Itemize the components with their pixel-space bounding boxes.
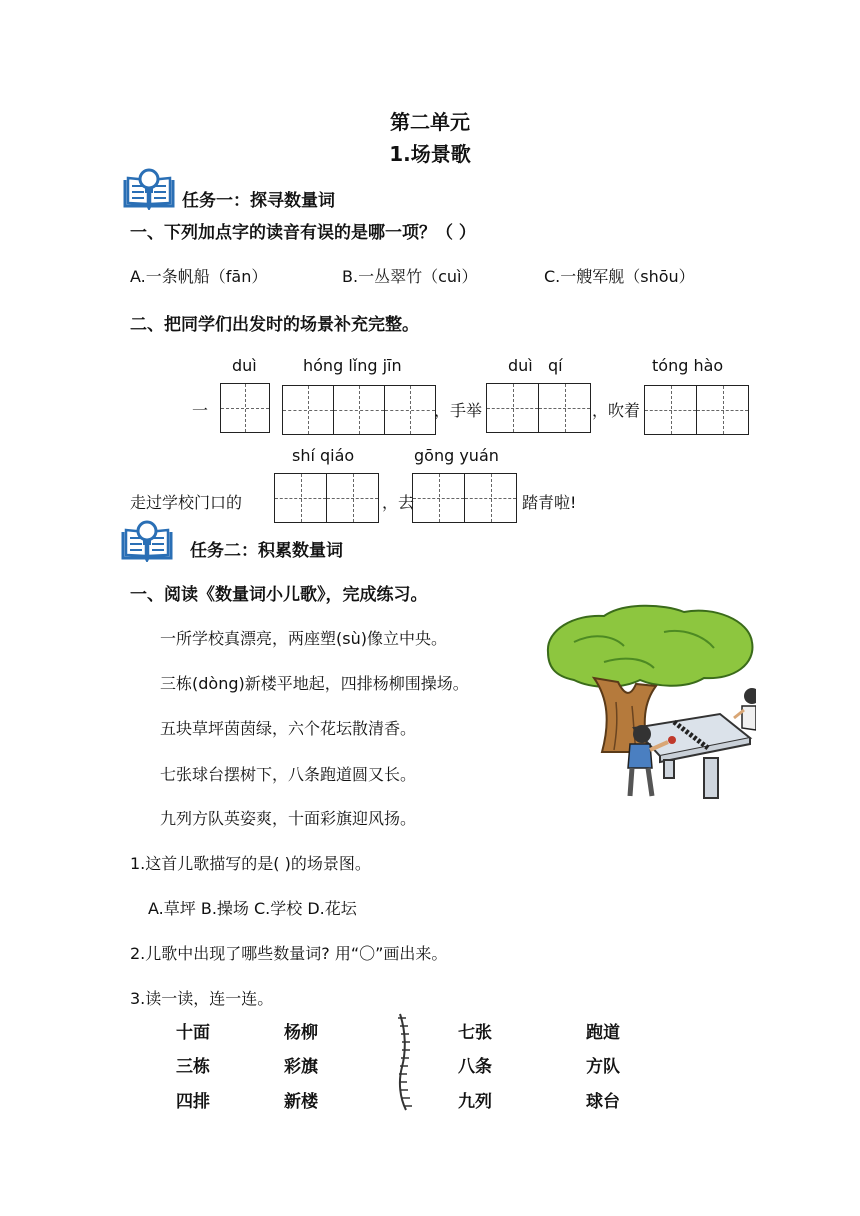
option-c: C.一艘军舰（shōu） [544, 267, 695, 286]
pinyin-gongyuan: gōng yuán [414, 446, 499, 465]
grid-cell[interactable] [274, 473, 327, 523]
match-item[interactable]: 跑道 [586, 1023, 620, 1043]
grid-cell[interactable] [282, 385, 334, 435]
match-item[interactable]: 三栋 [176, 1057, 210, 1077]
writing-grid-shiqiao[interactable] [274, 473, 378, 523]
match-item[interactable]: 新楼 [284, 1092, 318, 1112]
task1-heading: 任务一：探寻数量词 [182, 191, 335, 211]
match-item[interactable]: 彩旗 [284, 1057, 318, 1077]
grid-cell[interactable] [538, 383, 591, 433]
poem-line: 七张球台摆树下，八条跑道圆又长。 [160, 765, 417, 784]
task2-q1-stem: 一、阅读《数量词小儿歌》，完成练习。 [130, 585, 428, 605]
match-item[interactable]: 方队 [586, 1057, 620, 1077]
writing-grid-duiqi[interactable] [486, 383, 590, 433]
sub-question-1: 1.这首儿歌描写的是( )的场景图。 [130, 854, 371, 873]
grid-cell[interactable] [220, 383, 270, 433]
writing-grid-honglingjin[interactable] [282, 385, 435, 435]
writing-grid-tonghao[interactable] [644, 385, 748, 435]
match-item[interactable]: 杨柳 [284, 1023, 318, 1043]
lesson-title: 1.场景歌 [389, 142, 471, 166]
poem-line: 三栋(dòng)新楼平地起，四排杨柳围操场。 [160, 674, 469, 693]
grid-cell[interactable] [644, 385, 697, 435]
writing-grid-gongyuan[interactable] [412, 473, 516, 523]
match-item[interactable]: 球台 [586, 1092, 620, 1112]
poem-line: 五块草坪茵茵绿，六个花坛散清香。 [160, 719, 417, 738]
grid-cell[interactable] [464, 473, 517, 523]
grid-cell[interactable] [696, 385, 749, 435]
match-item[interactable]: 七张 [458, 1023, 492, 1043]
task1-q1-stem: 一、下列加点字的读音有误的是哪一项？（ ） [130, 223, 476, 243]
book-lightbulb-icon [120, 518, 174, 562]
text-shouju: ，手举 [434, 401, 483, 420]
option-a: A.一条帆船（fān） [130, 267, 268, 286]
text-qu: ，去 [382, 493, 415, 512]
grid-cell[interactable] [486, 383, 539, 433]
writing-grid-dui[interactable] [220, 383, 269, 433]
divider-scale [392, 1012, 414, 1112]
pinyin-duiqi: duì qí [508, 356, 563, 375]
grid-cell[interactable] [333, 385, 385, 435]
match-item[interactable]: 九列 [458, 1092, 492, 1112]
task1-q2-stem: 二、把同学们出发时的场景补充完整。 [130, 315, 419, 335]
option-b: B.一丛翠竹（cuì） [342, 267, 478, 286]
book-lightbulb-icon [122, 166, 176, 210]
match-item[interactable]: 四排 [176, 1092, 210, 1112]
grid-cell[interactable] [384, 385, 436, 435]
poem-line: 九列方队英姿爽，十面彩旗迎风扬。 [160, 809, 417, 828]
match-item[interactable]: 十面 [176, 1023, 210, 1043]
sub-question-2: 2.儿歌中出现了哪些数量词? 用“〇”画出来。 [130, 944, 448, 963]
task2-heading: 任务二：积累数量词 [190, 541, 343, 561]
unit-title: 第二单元 [390, 110, 470, 134]
blank-prefix-yi: 一 [192, 401, 209, 420]
grid-cell[interactable] [412, 473, 465, 523]
pinyin-shiqiao: shí qiáo [292, 446, 355, 465]
sub-question-1-options: A.草坪 B.操场 C.学校 D.花坛 [148, 899, 357, 918]
tree-pingpong-illustration [544, 602, 756, 808]
pinyin-honglingjin: hóng lǐng jīn [303, 356, 402, 375]
text-chuizhe: ，吹着 [592, 401, 641, 420]
pinyin-dui: duì [232, 356, 257, 375]
text-zouguo: 走过学校门口的 [130, 493, 243, 512]
match-item[interactable]: 八条 [458, 1057, 492, 1077]
text-taqingla: 踏青啦! [522, 493, 577, 512]
pinyin-tonghao: tóng hào [652, 356, 724, 375]
sub-question-3: 3.读一读，连一连。 [130, 989, 274, 1008]
poem-line: 一所学校真漂亮，两座塑(sù)像立中央。 [160, 629, 447, 648]
grid-cell[interactable] [326, 473, 379, 523]
